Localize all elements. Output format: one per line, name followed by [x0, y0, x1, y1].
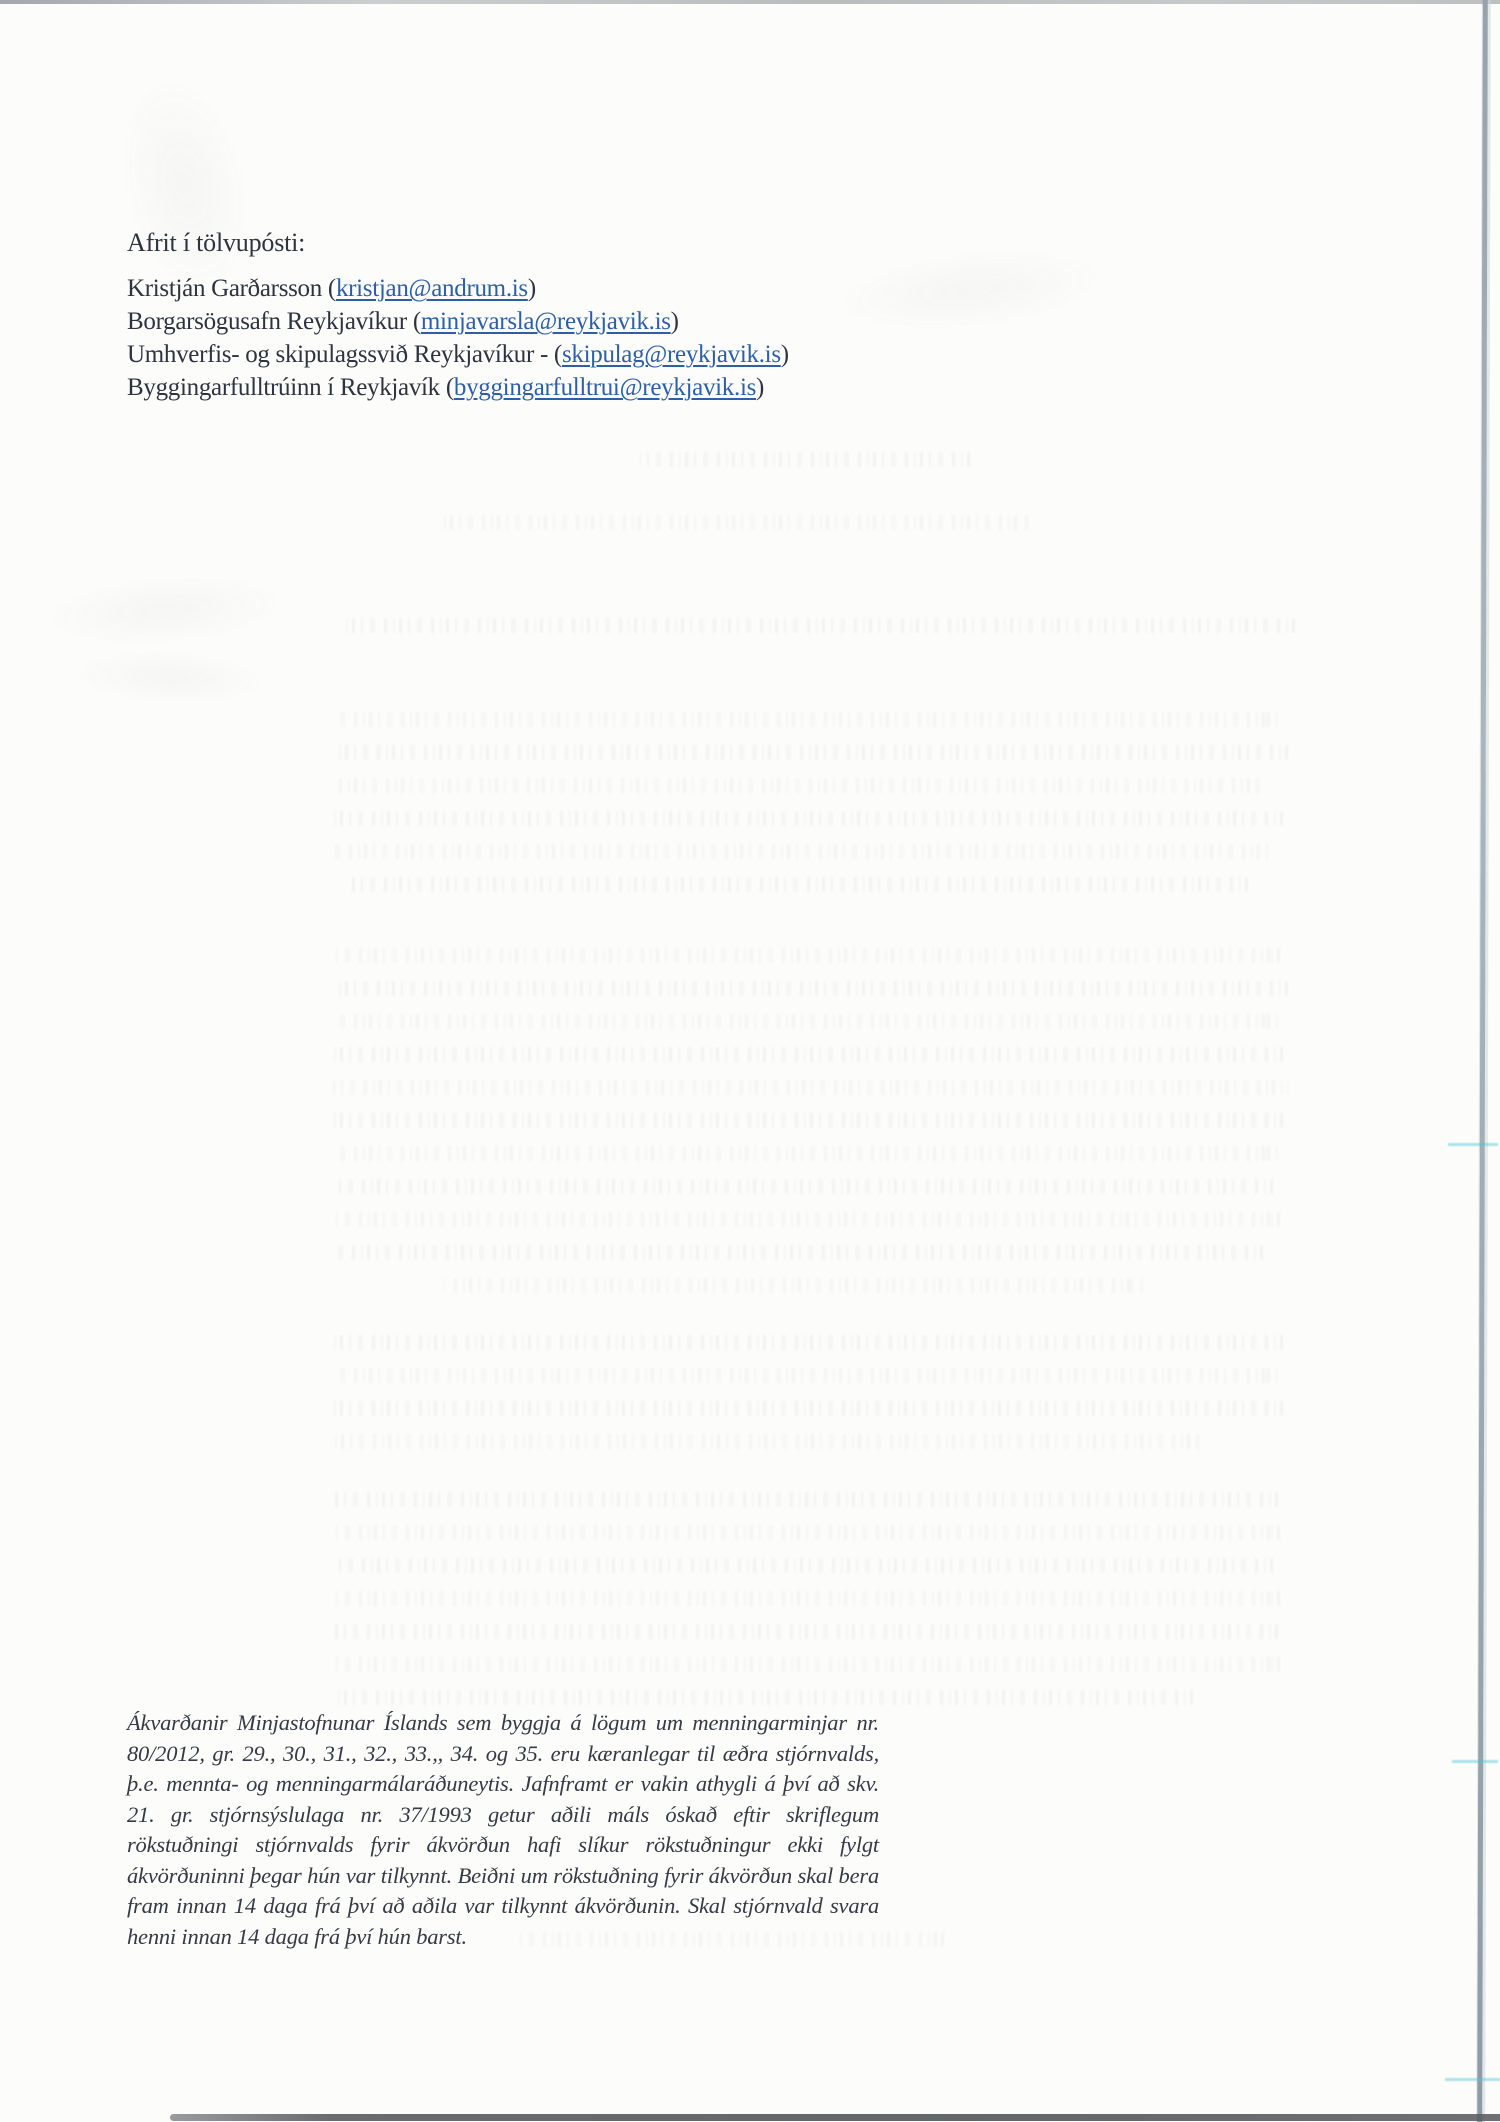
- scan-right-edge: [1477, 0, 1488, 2122]
- scan-top-edge: [0, 0, 1500, 4]
- bleedthrough-text-line: [440, 515, 1030, 530]
- bleedthrough-text-line: [333, 1047, 1283, 1062]
- bleedthrough-text-line: [333, 981, 1288, 996]
- bleedthrough-text-line: [333, 1401, 1283, 1416]
- bleedthrough-text-line: [333, 1492, 1278, 1507]
- scan-smudge: [38, 566, 292, 653]
- paren-open: (: [406, 308, 421, 335]
- scan-edge-tick: [1445, 2078, 1500, 2081]
- paren-close: ): [527, 275, 536, 302]
- bleedthrough-text-line: [333, 1080, 1288, 1095]
- bleedthrough-text-line: [333, 1245, 1263, 1260]
- copy-header: Afrit í tölvupósti:: [127, 228, 306, 257]
- email-link[interactable]: minjavarsla@reykjavik.is: [420, 308, 671, 335]
- bleedthrough-text-line: [333, 1113, 1283, 1128]
- email-link[interactable]: skipulag@reykjavik.is: [561, 341, 781, 368]
- bleedthrough-text-line: [333, 745, 1288, 760]
- bleedthrough-text-line: [333, 1525, 1283, 1540]
- bleedthrough-text-line: [345, 618, 1295, 633]
- email-link[interactable]: byggingarfulltrui@reykjavik.is: [453, 374, 757, 401]
- bleedthrough-text-line: [333, 948, 1283, 963]
- bleedthrough-text-line: [333, 1014, 1278, 1029]
- bleedthrough-text-line: [333, 778, 1263, 793]
- recipient-name: Byggingarfulltrúinn í Reykjavík: [127, 374, 440, 401]
- bleedthrough-text-line: [333, 1624, 1278, 1639]
- paren-close: ): [756, 374, 765, 401]
- scan-bottom-edge: [170, 2114, 1500, 2121]
- recipient-line: [127, 272, 789, 305]
- bleedthrough-text-line: [333, 712, 1278, 727]
- bleedthrough-text-line: [333, 1690, 1193, 1705]
- bleedthrough-text-line: [333, 811, 1283, 826]
- bleedthrough-text-line: [333, 1657, 1283, 1672]
- bleedthrough-text-line: [333, 1368, 1278, 1383]
- scan-smudge: [827, 236, 1114, 345]
- email-link[interactable]: kristjan@andrum.is: [335, 275, 528, 302]
- bleedthrough-text-line: [640, 452, 970, 467]
- bleedthrough-text-line: [348, 877, 1248, 892]
- recipient-name: Umhverfis- og skipulagssvið Reykjavíkur -: [127, 341, 548, 368]
- paren-open: (: [439, 374, 454, 401]
- scan-edge-tick: [1448, 1143, 1498, 1146]
- bleedthrough-text-line: [333, 1179, 1273, 1194]
- bleedthrough-text-line: [333, 1558, 1273, 1573]
- paren-close: ): [780, 341, 789, 368]
- recipient-line: [127, 305, 789, 338]
- email-recipient-list: [127, 272, 789, 404]
- bleedthrough-text-line: [333, 1212, 1283, 1227]
- recipient-line: [127, 338, 789, 371]
- scan-smudge: [69, 645, 272, 710]
- paren-close: ): [670, 308, 679, 335]
- paren-open: (: [321, 275, 336, 302]
- bleedthrough-text-line: [333, 1335, 1283, 1350]
- bleedthrough-text-line: [333, 1591, 1283, 1606]
- recipient-line: [127, 371, 789, 404]
- scan-edge-tick: [1452, 1760, 1498, 1763]
- paren-open: (: [547, 341, 562, 368]
- recipient-name: Borgarsögusafn Reykjavíkur: [127, 308, 407, 335]
- bleedthrough-text-line: [333, 1434, 1203, 1449]
- bleedthrough-text-line: [333, 844, 1273, 859]
- appeal-notice-paragraph: Ákvarðanir Minjastofnunar Íslands sem byggja á lögum um menningarminjar nr. 80/2012, gr. 29., 30., 31., 32., 33.,, 34. og 35. eru kæranlegar til æðra stjórnvalds, þ.e. mennta- og menningarmálaráðuneytis. Jafnframt er vakin athygli á því að skv. 21. gr. stjórnsýslulaga nr. 37/1993 getur aðili máls óskað eftir skriflegum rökstuðningi stjórnvalds fyrir ákvörðun hafi slíkur rökstuðningur ekki fylgt ákvörðuninni þegar hún var tilkynnt. Beiðni um rökstuðning fyrir ákvörðun skal bera fram innan 14 daga frá því að aðila var tilkynnt ákvörðunin. Skal stjórnvald svara henni innan 14 daga frá því hún barst.: [127, 1710, 879, 1949]
- recipient-name: Kristján Garðarsson: [127, 275, 322, 302]
- bleedthrough-text-line: [443, 1278, 1143, 1293]
- bleedthrough-text-line: [333, 1146, 1278, 1161]
